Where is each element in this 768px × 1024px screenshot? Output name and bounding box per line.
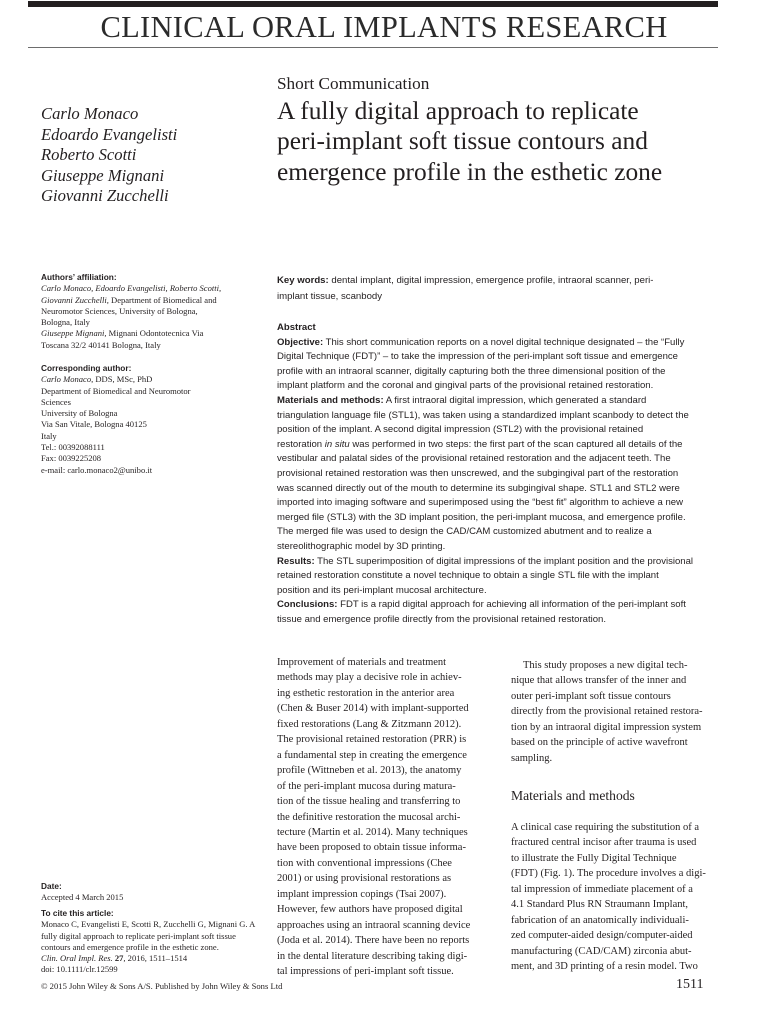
correspondence-line: Fax: 0039225208 (41, 453, 102, 464)
article-type: Short Communication (277, 74, 430, 93)
date-heading: Date: (41, 881, 62, 891)
cite-line: contours and emergence profile in the esthetic zone. (41, 941, 219, 952)
author-name: Giuseppe Mignani (41, 165, 165, 185)
affiliation-line: Toscana 32/2 40141 Bologna, Italy (41, 339, 161, 350)
date-block (41, 881, 269, 904)
cite-line: fully digital approach to replicate peri-implant soft tissue (41, 930, 236, 941)
correspondence-email[interactable]: e-mail: carlo.monaco2@unibo.it (41, 464, 153, 475)
methods-label: Materials and methods: (277, 394, 384, 406)
cite-heading: To cite this article: (41, 908, 114, 918)
cite-block (41, 908, 269, 976)
keywords: Key words: dental implant, digital impression, emergence profile, intraoral scanner, peri- implant tissue, scanbody (277, 275, 654, 303)
correspondence-line: University of Bologna (41, 408, 118, 419)
affiliation-line: Neuromotor Sciences, University of Bologna, (41, 305, 198, 316)
correspondence-line: Department of Biomedical and Neuromotor (41, 385, 191, 396)
correspondence-line: Via San Vitale, Bologna 40125 (41, 419, 147, 430)
title-line: peri-implant soft tissue contours and (277, 127, 648, 156)
body-column-right-intro: This study proposes a new digital tech- nique that allows transfer of the inner and outer peri-implant soft tissue contours directly from the provisional retained restora- tion by an intraoral digital impression system based on the principle of active wavefront sampling. (511, 660, 703, 764)
correspondence-block (41, 363, 269, 476)
author-name: Roberto Scotti (41, 145, 137, 165)
title-line: emergence profile in the esthetic zone (277, 157, 663, 186)
cite-doi[interactable]: doi: 10.1111/clr.12599 (41, 964, 118, 975)
title-line: A fully digital approach to replicate (277, 97, 639, 125)
cite-line: Monaco C, Evangelisti E, Scotti R, Zucchelli G, Mignani G. A (41, 919, 256, 930)
author-name: Edoardo Evangelisti (41, 124, 178, 144)
date-text: Accepted 4 March 2015 (41, 892, 124, 903)
body-column-left: Improvement of materials and treatment methods may play a decisive role in achiev- ing esthetic restoration in the anterior area (Chen & Buser 2014) with implant-supported fixed restorations (Lang & Zitzmann 2012). The provisional retained restoration (PRR) is a fundamental step in creating the emergence profile (Wittneben et al. 2013), the anatomy of the peri-implant mucosa during matura- tion of the tissue healing and transferring to the definitive restoration the mucosal archi- tecture (Martin et al. 2014). Many techniques have been proposed to obtain tissue informa- tion with conventional impressions (Chee 2001) or using provisional restorations as implant impression copings (Tsai 2007). However, few authors have proposed digital approaches using an intraoral scanning device (Joda et al. 2014). There have been no reports in the dental literature describing taking digi- tal impressions of peri-implant soft tissue. (277, 657, 471, 978)
header-rule (28, 47, 718, 48)
correspondence-heading: Corresponding author: (41, 363, 132, 373)
objective-label: Objective: (277, 336, 324, 348)
page-number: 1511 (676, 977, 704, 992)
conclusions-label: Conclusions: (277, 599, 338, 611)
affiliation-heading: Authors’ affiliation: (41, 272, 117, 282)
affiliation-line: Bologna, Italy (41, 317, 90, 328)
journal-title: CLINICAL ORAL IMPLANTS RESEARCH (100, 10, 668, 44)
affiliation-block (41, 272, 269, 351)
affiliation-line: Carlo Monaco, Edoardo Evangelisti, Roberto Scotti, (41, 283, 222, 294)
affiliation-line: Giuseppe Mignani, Mignani Odontotecnica Via (41, 328, 204, 339)
cite-journal-line: Clin. Oral Impl. Res. 27, 2016, 1511–1514 (41, 953, 188, 964)
copyright-footer: © 2015 John Wiley & Sons A/S. Published by John Wiley & Sons Ltd (41, 981, 283, 991)
affiliation-line: Giovanni Zucchelli, Department of Biomedical and (41, 294, 217, 305)
correspondence-name-line: Carlo Monaco, DDS, MSc, PhD (41, 374, 153, 385)
article-title (277, 96, 737, 187)
author-name: Carlo Monaco (41, 104, 139, 123)
author-name: Giovanni Zucchelli (41, 186, 169, 206)
header-top-rule (28, 1, 718, 7)
abstract-heading: Abstract (277, 322, 316, 333)
results-label: Results: (277, 555, 315, 567)
correspondence-line: Italy (41, 430, 57, 441)
author-list (41, 104, 177, 207)
section-heading: Materials and methods (511, 788, 635, 803)
correspondence-line: Sciences (41, 396, 71, 407)
keywords-label: Key words: (277, 275, 329, 286)
abstract: Abstract Objective: This short communication reports on a novel digital technique designated – the “Fully Digital Technique (FDT)” – to take the impression of the peri-implant soft tissue and emergence profile with an intraoral scanner, digitally capturing both the three dimensional position of the implant platform and the coronal and gingival parts of the provisional retained restoration. Materials and methods: A first intraoral digital impression, which generated a standard triangulation language file (STL1), was taken using a standardized implant scanbody to detect the position of the implant. A second digital impression (STL2) with the provisional retained restoration in situ was performed in two steps: the first part of the scan captured all details of the vestibular and palatal sides of the provisional retained restoration and the adjacent teeth. The provisional retained restoration was then unscrewed, and the subgingival part of the restoration was scanned directly out of the mouth to determine its subgingival shape. STL1 and STL2 were imported into imaging software and superimposed using the “best fit” algorithm to achieve a new merged file (STL3) with the 3D implant position, the peri-implant mucosa, and emergence profile. The merged file was used to design the CAD/CAM customized abutment and to realize a stereolithographic model by 3D printing. Results: The STL superimposition of digital impressions of the implant position and the provisional retained restoration constitute a novel technique to obtain a single STL file with the implant position and its peri-implant mucosal architecture. Conclusions: FDT is a rapid digital approach for achieving all information of the peri-implant soft tissue and emergence profile directly from the provisional retained restoration. (277, 321, 731, 627)
correspondence-line: Tel.: 00392088111 (41, 442, 105, 453)
body-column-right-methods: A clinical case requiring the substitution of a fractured central incisor after trauma is used to illustrate the Fully Digital Technique (FDT) (Fig. 1). The procedure involves a digi- tal impression of immediate placement of a 4.1 Standard Plus RN Straumann Implant, fabrication of an anatomically individuali- zed computer-aided design/computer-aided manufacturing (CAD/CAM) zirconia abut- ment, and 3D printing of a resin model. Two (511, 822, 706, 973)
